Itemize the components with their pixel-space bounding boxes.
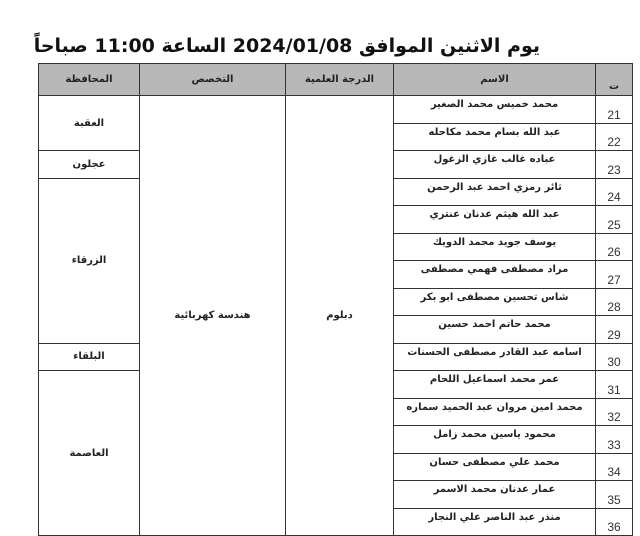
table-row bbox=[39, 96, 633, 124]
row-number: 32 bbox=[596, 398, 633, 426]
header-specialty: التخصص bbox=[140, 64, 286, 96]
row-number: 21 bbox=[596, 96, 633, 124]
row-number: 30 bbox=[596, 343, 633, 371]
row-number: 24 bbox=[596, 178, 633, 206]
row-number: 26 bbox=[596, 233, 633, 261]
student-name: شاس تحسين مصطفى ابو بكر bbox=[394, 288, 596, 316]
student-name: ثائر رمزي احمد عبد الرحمن bbox=[394, 178, 596, 206]
row-number: 35 bbox=[596, 481, 633, 509]
row-number: 29 bbox=[596, 316, 633, 344]
student-name: عمار عدنان محمد الاسمر bbox=[394, 481, 596, 509]
governorate-balqa: البلقاء bbox=[39, 343, 140, 371]
student-name: محمد امين مروان عبد الحميد سماره bbox=[394, 398, 596, 426]
row-number: 33 bbox=[596, 426, 633, 454]
student-name: اسامه عبد القادر مصطفى الحسنات bbox=[394, 343, 596, 371]
degree-cell: دبلوم bbox=[286, 96, 394, 536]
student-name: محمد علي مصطفى حسان bbox=[394, 453, 596, 481]
student-name: عبد الله بسام محمد مكاحله bbox=[394, 123, 596, 151]
row-number: 25 bbox=[596, 206, 633, 234]
student-name: محمود ياسين محمد زامل bbox=[394, 426, 596, 454]
header-governorate: المحافظة bbox=[39, 64, 140, 96]
row-number: 34 bbox=[596, 453, 633, 481]
student-name: منذر عبد الناصر علي النجار bbox=[394, 508, 596, 536]
table-header-row bbox=[39, 64, 633, 96]
row-number: 23 bbox=[596, 151, 633, 179]
specialty-cell: هندسة كهربائية bbox=[140, 96, 286, 536]
header-number: ت bbox=[596, 64, 633, 96]
governorate-capital: العاصمة bbox=[39, 371, 140, 536]
row-number: 28 bbox=[596, 288, 633, 316]
header-degree: الدرجة العلمية bbox=[286, 64, 394, 96]
student-name: يوسف جويد محمد الدويك bbox=[394, 233, 596, 261]
governorate-ajloun: عجلون bbox=[39, 151, 140, 179]
exam-schedule-table bbox=[38, 63, 633, 536]
student-name: محمد خميس محمد الصغير bbox=[394, 96, 596, 124]
row-number: 36 bbox=[596, 508, 633, 536]
page-title: يوم الاثنين الموافق 2024/01/08 الساعة 11:00 صباحاً bbox=[33, 35, 540, 57]
row-number: 22 bbox=[596, 123, 633, 151]
row-number: 31 bbox=[596, 371, 633, 399]
student-name: عبد الله هيثم عدنان عنتري bbox=[394, 206, 596, 234]
governorate-zarqa: الزرقاء bbox=[39, 178, 140, 343]
governorate-aqaba: العقبة bbox=[39, 96, 140, 151]
row-number: 27 bbox=[596, 261, 633, 289]
student-name: مراد مصطفى فهمي مصطفى bbox=[394, 261, 596, 289]
student-name: محمد حاتم احمد حسين bbox=[394, 316, 596, 344]
header-name: الاسم bbox=[394, 64, 596, 96]
student-name: عباده غالب غازي الزغول bbox=[394, 151, 596, 179]
student-name: عمر محمد اسماعيل اللحام bbox=[394, 371, 596, 399]
